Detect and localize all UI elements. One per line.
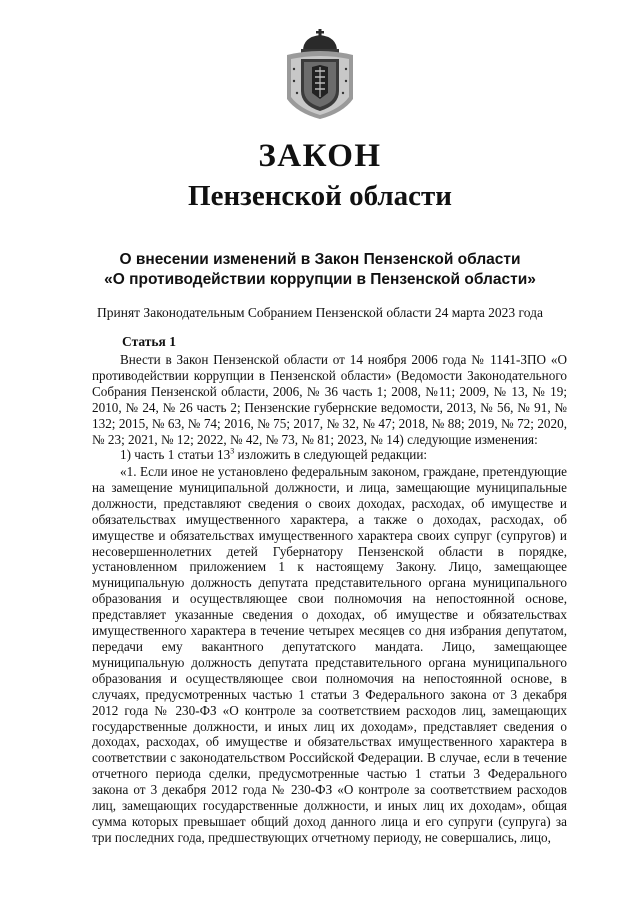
amendment-item-superscript: 3 [230, 446, 235, 456]
article-intro-paragraph [92, 352, 567, 447]
adoption-date: Принят Законодательным Собранием Пензенской области 24 марта 2023 года [97, 305, 543, 320]
law-subject-line-1: О внесении изменений в Закон Пензенской области [119, 251, 521, 268]
intro-text: Внести в Закон Пензенской области от 14 ноября 2006 года № 1141-ЗПО «О противодействии коррупции в Пензенской области» (Ведомости Законодательного Собрания Пензенской области, 2006, № 36 часть 1; 2008, №11; 2009, № 13, № 19; 2010, № 24, № 26 часть 2; Пензенские губернские ведомости, 2013, № 56, № 91, № 132; 2015, № 63, № 74; 2016, № 75; 2017, № 32, № 47; 2018, № 88; 2019, № 72; 2020, № 23; 2021, № 12; 2022, № 42, № 73, № 81; 2023, № 14) следующие изменения: [92, 352, 567, 447]
amendment-item-prefix: 1) часть 1 статьи 13 [120, 447, 231, 462]
document-region: Пензенской области [188, 180, 452, 212]
law-subject-line-2: «О противодействии коррупции в Пензенской области» [104, 271, 536, 288]
amendment-item [92, 447, 567, 463]
document-title: ЗАКОН [258, 138, 382, 174]
amendment-item-suffix: изложить в следующей редакции: [234, 447, 428, 462]
amendment-quote-paragraph [92, 464, 567, 846]
coat-of-arms-icon [283, 29, 357, 121]
article-heading: Статья 1 [122, 334, 176, 349]
quote-text: «1. Если иное не установлено федеральным законом, граждане, претендующие на замещение муниципальной должности, и лица, замещающие муниципальные должности, представляют сведения о своих доходах, расходах, об имуществе и обязательствах имущественного характера, а также о доходах, расходах, об имуществе и обязательствах имущественного характера своих супруг (супругов) и несовершеннолетних детей Губернатору Пензенской области в порядке, установленном приложением 1 к настоящему Закону. Лицо, замещающее муниципальную должность депутата представительного органа муниципального образования и осуществляющее свои полномочия на непостоянной основе, представляет указанные сведения о доходах, об имуществе и обязательствах имущественного характера в течение четырех месяцев со дня избрания депутатом, передачи ему вакантного депутатского мандата. Лицо, замещающее муниципальную должность депутата представительного органа муниципального образования и осуществляющее свои полномочия на непостоянной основе, в случаях, предусмотренных частью 1 статьи 3 Федерального закона от 3 декабря 2012 года № 230-ФЗ «О контроле за соответствием расходов лиц, замещающих государственные должности, и иных лиц их доходам», представляет сведения о доходах, расходах, об имуществе и обязательствах имущественного характера в соответствии с законодательством Российской Федерации. В случае, если в течение отчетного периода сделки, предусмотренные частью 1 статьи 3 Федерального закона от 3 декабря 2012 года № 230-ФЗ «О контроле за соответствием расходов лиц, замещающих государственные должности, и иных лиц их доходам», общая сумма которых превышает общий доход данного лица и его супруги (супруга) за три последних года, предшествующих отчетному периоду, не совершались, лицо, [92, 464, 567, 845]
